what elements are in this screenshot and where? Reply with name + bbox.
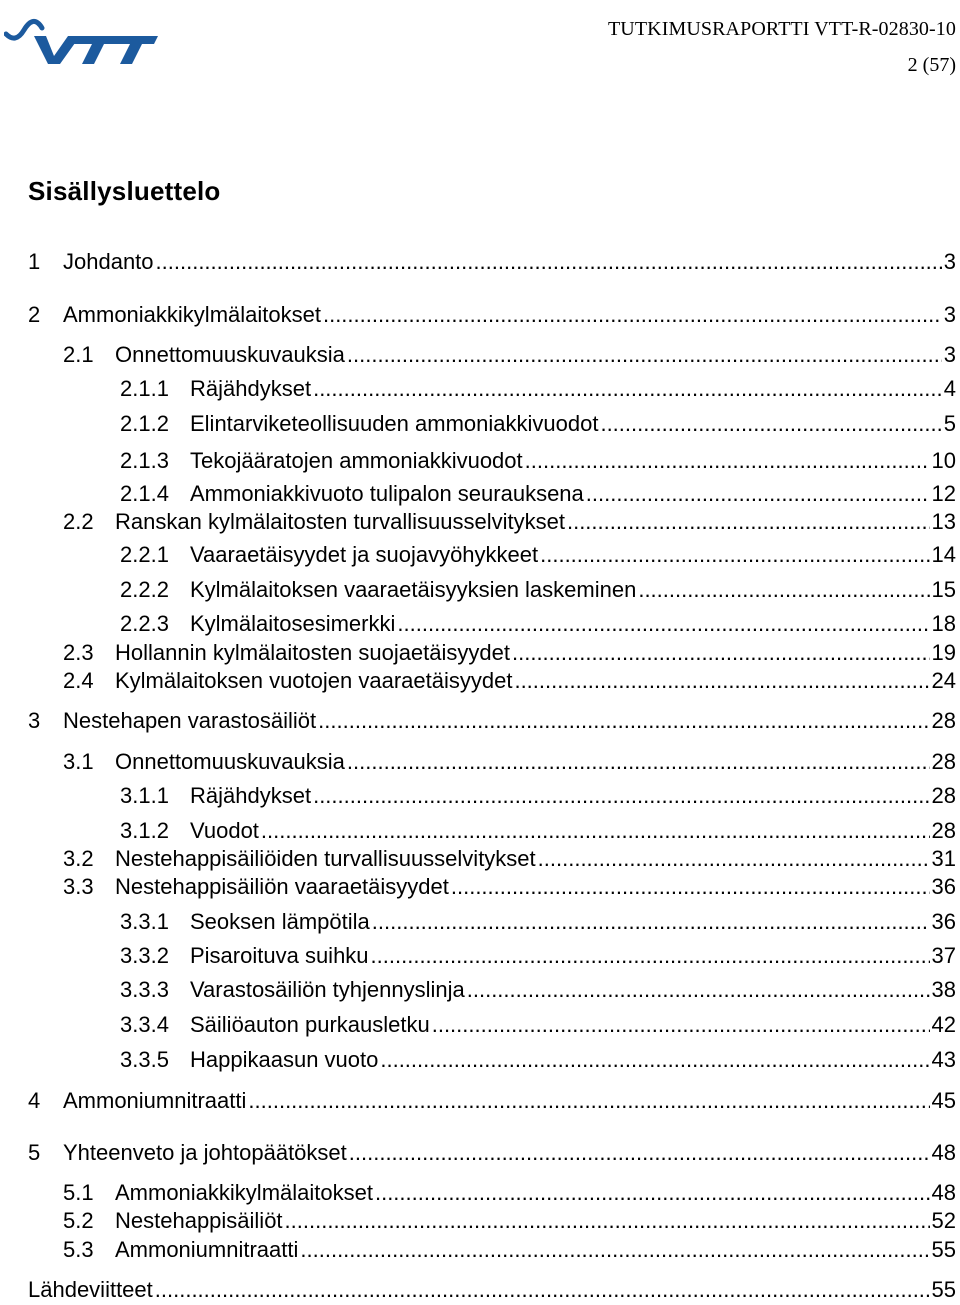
toc-entry[interactable] — [63, 747, 956, 777]
toc-entry-page: 31 — [931, 846, 956, 871]
toc-leader-dots — [349, 1138, 930, 1168]
toc-entry-title: Onnettomuuskuvauksia — [115, 749, 345, 774]
toc-entry-number: 2.1.2 — [120, 411, 169, 436]
vtt-logo — [4, 6, 160, 66]
toc-entry-title: Elintarviketeollisuuden ammoniakkivuodot — [190, 411, 599, 436]
toc-entry-number: 2.2.2 — [120, 577, 169, 602]
toc-entry-page: 28 — [931, 783, 956, 808]
page-number: 2 (57) — [907, 54, 956, 76]
toc-entry[interactable] — [63, 507, 956, 537]
toc-leader-dots — [540, 540, 929, 570]
toc-entry-title: Kylmälaitosesimerkki — [190, 611, 396, 636]
toc-entry-title: Säiliöauton purkausletku — [190, 1012, 430, 1037]
toc-entry[interactable] — [63, 638, 956, 668]
toc-leader-dots — [638, 575, 929, 605]
toc-entry-title: Varastosäiliön tyhjennyslinja — [190, 977, 465, 1002]
toc-entry-number: 2.2 — [63, 509, 94, 534]
toc-entry-number: 2.2.3 — [120, 611, 169, 636]
toc-leader-dots — [261, 816, 930, 846]
toc-leader-dots — [347, 340, 942, 370]
toc-entry-page: 36 — [931, 909, 956, 934]
toc-entry-page: 5 — [943, 411, 956, 436]
toc-entry[interactable] — [120, 479, 956, 509]
toc-entry-title: Räjähdykset — [190, 376, 312, 401]
toc-entry-page: 3 — [943, 342, 956, 367]
toc-entry-page: 37 — [931, 943, 956, 968]
toc-entry-title: Ammoniumnitraatti — [115, 1237, 299, 1262]
toc-leader-dots — [451, 872, 930, 902]
toc-leader-dots — [318, 706, 929, 736]
toc-entry-title: Vuodot — [190, 818, 259, 843]
logo-letter-t2 — [112, 36, 158, 64]
toc-entry-number: 2.1 — [63, 342, 94, 367]
toc-entry-page: 48 — [931, 1140, 956, 1165]
toc-entry-number: 3.3.4 — [120, 1012, 169, 1037]
toc-entry-page: 13 — [931, 509, 956, 534]
toc-entry-page: 24 — [931, 668, 956, 693]
logo-letter-v — [34, 36, 80, 64]
toc-entry-page: 52 — [931, 1208, 956, 1233]
toc-entry[interactable] — [120, 816, 956, 846]
toc-entry-number: 2 — [28, 302, 41, 327]
toc-entry-title: Pisaroituva suihku — [190, 943, 369, 968]
toc-entry-number: 4 — [28, 1088, 41, 1113]
toc-entry-page: 19 — [931, 640, 956, 665]
toc-entry-page: 43 — [931, 1047, 956, 1072]
toc-leader-dots — [285, 1206, 930, 1236]
toc-entry-title: Lähdeviitteet — [28, 1277, 153, 1302]
toc-entry[interactable] — [63, 666, 956, 696]
toc-leader-dots — [372, 907, 930, 937]
toc-entry[interactable] — [120, 1045, 956, 1075]
toc-entry[interactable] — [63, 1235, 956, 1265]
toc-entry-page: 3 — [943, 302, 956, 327]
toc-entry-page: 4 — [943, 376, 956, 401]
toc-entry-number: 3 — [28, 708, 41, 733]
toc-entry[interactable] — [120, 446, 956, 476]
toc-entry-title: Nestehappisäiliön vaaraetäisyydet — [115, 874, 449, 899]
toc-entry[interactable] — [120, 975, 956, 1005]
toc-entry-number: 3.3.3 — [120, 977, 169, 1002]
toc-entry-page: 55 — [931, 1277, 956, 1302]
toc-entry[interactable] — [120, 609, 956, 639]
toc-entry-number: 3.2 — [63, 846, 94, 871]
toc-entry-page: 12 — [931, 481, 956, 506]
toc-leader-dots — [323, 300, 942, 330]
toc-entry[interactable] — [120, 907, 956, 937]
toc-leader-dots — [467, 975, 930, 1005]
toc-entry-number: 5.2 — [63, 1208, 94, 1233]
toc-entry[interactable] — [120, 781, 956, 811]
toc-entry-page: 14 — [931, 542, 956, 567]
toc-entry-number: 3.1.1 — [120, 783, 169, 808]
toc-entry-number: 5.3 — [63, 1237, 94, 1262]
toc-entry[interactable] — [120, 941, 956, 971]
toc-entry-number: 2.1.3 — [120, 448, 169, 473]
toc-title: Sisällysluettelo — [28, 176, 221, 206]
toc-entry-page: 10 — [931, 448, 956, 473]
toc-leader-dots — [586, 479, 930, 509]
toc-leader-dots — [375, 1178, 930, 1208]
toc-entry[interactable] — [28, 300, 956, 330]
toc-entry-number: 3.3.5 — [120, 1047, 169, 1072]
toc-entry-title: Nestehappisäiliöt — [115, 1208, 283, 1233]
toc-entry-number: 5.1 — [63, 1180, 94, 1205]
toc-entry-number: 1 — [28, 249, 41, 274]
toc-entry-title: Onnettomuuskuvauksia — [115, 342, 345, 367]
toc-leader-dots — [313, 374, 942, 404]
toc-entry[interactable] — [28, 1275, 956, 1305]
toc-entry[interactable] — [63, 844, 956, 874]
toc-entry-number: 2.1.4 — [120, 481, 169, 506]
toc-leader-dots — [512, 638, 930, 668]
toc-entry-title: Räjähdykset — [190, 783, 312, 808]
toc-leader-dots — [432, 1010, 930, 1040]
toc-entry-number: 3.3 — [63, 874, 94, 899]
toc-entry-title: Seoksen lämpötila — [190, 909, 370, 934]
toc-leader-dots — [380, 1045, 929, 1075]
toc-entry-title: Tekojääratojen ammoniakkivuodot — [190, 448, 523, 473]
toc-entry[interactable] — [63, 1206, 956, 1236]
toc-entry-page: 3 — [943, 249, 956, 274]
toc-entry-title: Johdanto — [63, 249, 154, 274]
toc-entry-title: Happikaasun vuoto — [190, 1047, 379, 1072]
toc-leader-dots — [567, 507, 930, 537]
toc-entry-title: Kylmälaitoksen vaaraetäisyyksien laskeminen — [190, 577, 637, 602]
toc-entry[interactable] — [120, 374, 956, 404]
logo-wave-icon — [6, 21, 42, 38]
logo-letter-t1 — [74, 36, 120, 64]
toc-entry-title: Vaaraetäisyydet ja suojavyöhykkeet — [190, 542, 539, 567]
toc-entry[interactable] — [63, 1178, 956, 1208]
toc-entry[interactable] — [120, 540, 956, 570]
toc-entry-number: 2.2.1 — [120, 542, 169, 567]
toc-entry[interactable] — [28, 1138, 956, 1168]
toc-entry-page: 36 — [931, 874, 956, 899]
toc-entry-page: 45 — [931, 1088, 956, 1113]
toc-entry-title: Ranskan kylmälaitosten turvallisuusselvitykset — [115, 509, 565, 534]
toc-entry[interactable] — [120, 575, 956, 605]
toc-entry-page: 42 — [931, 1012, 956, 1037]
toc-leader-dots — [300, 1235, 929, 1265]
toc-entry-page: 38 — [931, 977, 956, 1002]
toc-entry-number: 5 — [28, 1140, 41, 1165]
toc-entry-number: 3.3.2 — [120, 943, 169, 968]
toc-entry-title: Nestehapen varastosäiliöt — [63, 708, 317, 733]
toc-entry-number: 3.1 — [63, 749, 94, 774]
toc-entry-number: 3.1.2 — [120, 818, 169, 843]
toc-entry[interactable] — [120, 1010, 956, 1040]
toc-leader-dots — [525, 446, 930, 476]
toc-entry[interactable] — [63, 872, 956, 902]
toc-entry-title: Kylmälaitoksen vuotojen vaaraetäisyydet — [115, 668, 513, 693]
toc-leader-dots — [600, 409, 941, 439]
toc-entry-page: 55 — [931, 1237, 956, 1262]
toc-entry-title: Nestehappisäiliöiden turvallisuusselvitykset — [115, 846, 536, 871]
toc-entry-page: 15 — [931, 577, 956, 602]
toc-entry[interactable] — [28, 706, 956, 736]
toc-entry-title: Yhteenveto ja johtopäätökset — [63, 1140, 347, 1165]
toc-leader-dots — [538, 844, 930, 874]
toc-leader-dots — [155, 1275, 930, 1305]
toc-entry-number: 2.3 — [63, 640, 94, 665]
toc-leader-dots — [514, 666, 929, 696]
toc-leader-dots — [397, 609, 929, 639]
report-id: TUTKIMUSRAPORTTI VTT-R-02830-10 — [607, 18, 956, 40]
toc-entry[interactable] — [120, 409, 956, 439]
toc-entry-number: 3.3.1 — [120, 909, 169, 934]
toc-entry-number: 2.1.1 — [120, 376, 169, 401]
toc-entry[interactable] — [63, 340, 956, 370]
toc-entry-title: Ammoniakkikylmälaitokset — [115, 1180, 373, 1205]
toc-entry-number: 2.4 — [63, 668, 94, 693]
toc-entry-title: Ammoniakkikylmälaitokset — [63, 302, 321, 327]
toc-entry-page: 18 — [931, 611, 956, 636]
toc-entry-title: Ammoniumnitraatti — [63, 1088, 247, 1113]
toc-entry[interactable] — [28, 1086, 956, 1116]
toc-leader-dots — [156, 247, 942, 277]
toc-leader-dots — [248, 1086, 929, 1116]
toc-entry[interactable] — [28, 247, 956, 277]
toc-leader-dots — [371, 941, 930, 971]
toc-entry-title: Ammoniakkivuoto tulipalon seurauksena — [190, 481, 584, 506]
toc-entry-title: Hollannin kylmälaitosten suojaetäisyydet — [115, 640, 510, 665]
toc-entry-page: 28 — [931, 708, 956, 733]
toc-entry-page: 28 — [931, 818, 956, 843]
toc-leader-dots — [313, 781, 929, 811]
toc-leader-dots — [347, 747, 930, 777]
toc-entry-page: 28 — [931, 749, 956, 774]
toc-entry-page: 48 — [931, 1180, 956, 1205]
